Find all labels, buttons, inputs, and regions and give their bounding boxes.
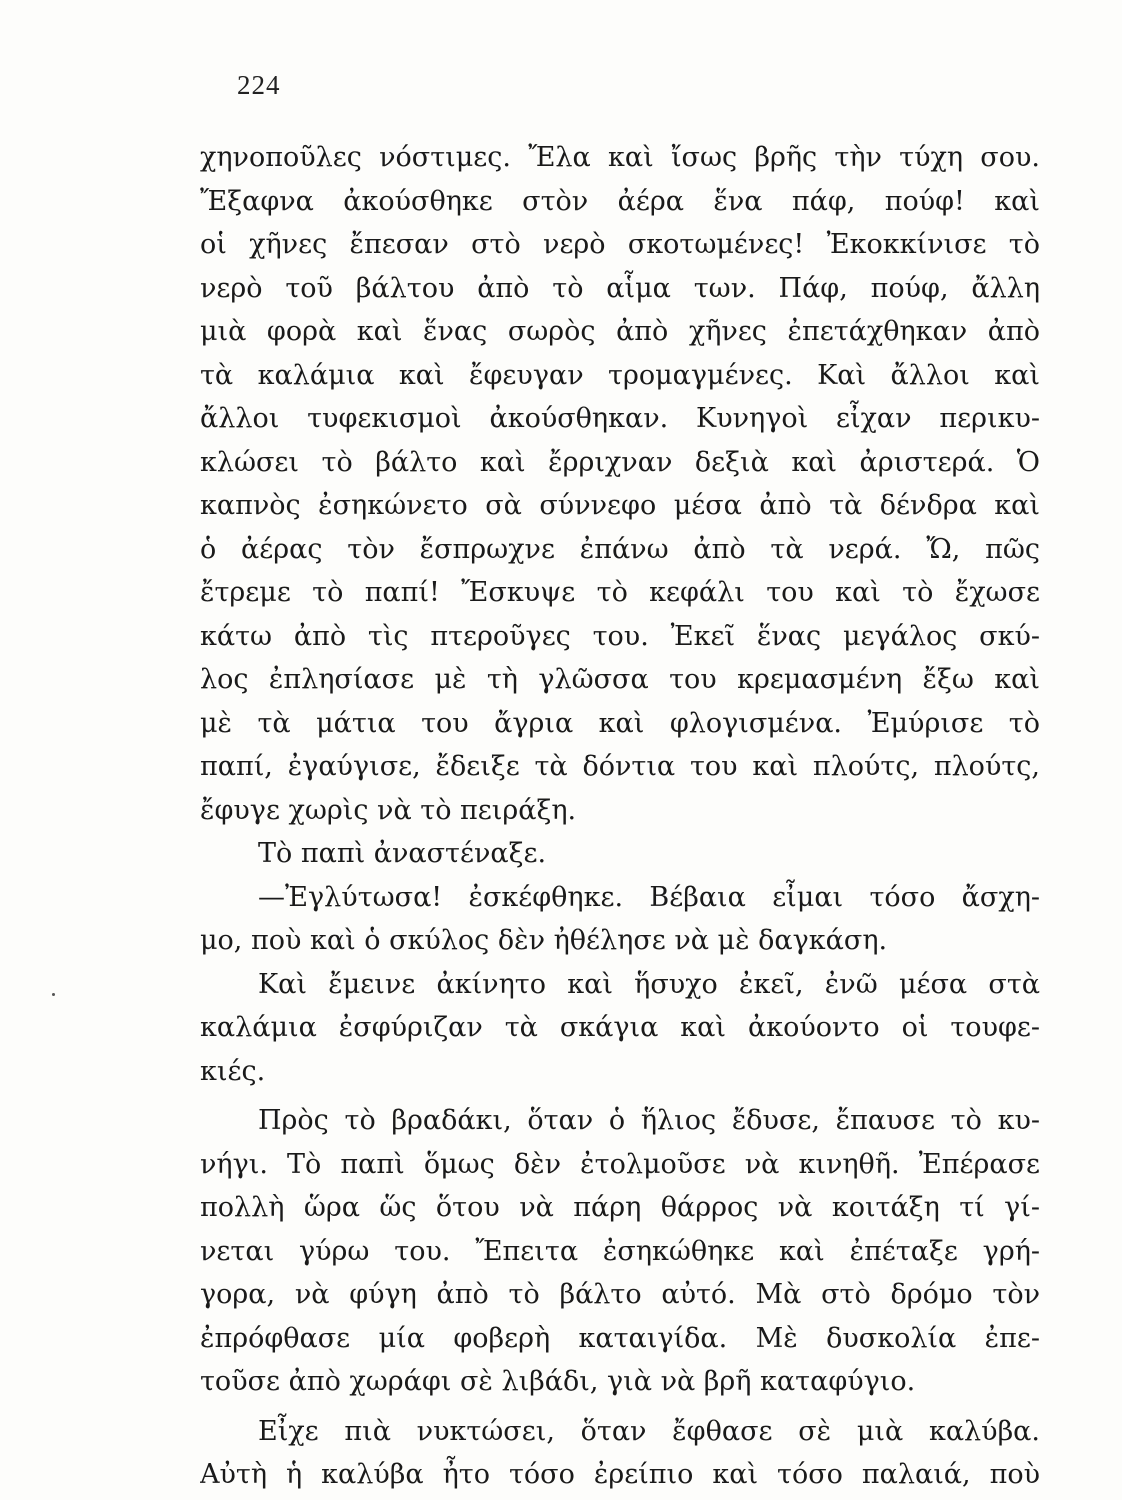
text-line: καπνὸς ἐσηκώνετο σὰ σύννεφο μέσα ἀπὸ τὰ δένδρα καὶ <box>200 490 1040 521</box>
text-line: κλώσει τὸ βάλτο καὶ ἔρριχναν δεξιὰ καὶ ἀριστερά. Ὁ <box>200 446 1040 478</box>
text-line: ὁ ἀέρας τὸν ἔσπρωχνε ἐπάνω ἀπὸ τὰ νερά. Ὤ, πῶς <box>200 533 1040 565</box>
text-line: Καὶ ἔμεινε ἀκίνητο καὶ ἥσυχο ἐκεῖ, ἐνῶ μέσα στὰ <box>258 968 1040 1000</box>
text-line: κιές. <box>200 1055 266 1087</box>
body-text <box>200 136 1040 1497</box>
text-line: πολλὴ ὥρα ὥς ὅτου νὰ πάρη θάρρος νὰ κοιτάξη τί γί- <box>200 1192 1040 1223</box>
text-line: νεται γύρω του. Ἔπειτα ἐσηκώθηκε καὶ ἐπέταξε γρή- <box>200 1235 1040 1267</box>
text-line: λος ἐπλησίασε μὲ τὴ γλῶσσα του κρεμασμένη ἔξω καὶ <box>200 664 1040 695</box>
text-line: Ἔξαφνα ἀκούσθηκε στὸν ἀέρα ἕνα πάφ, πούφ! καὶ <box>200 185 1040 217</box>
text-line: Αὐτὴ ἡ καλύβα ἦτο τόσο ἐρείπιο καὶ τόσο παλαιά, ποὺ <box>200 1459 1040 1490</box>
text-line: —Ἐγλύτωσα! ἐσκέφθηκε. Βέβαια εἶμαι τόσο ἄσχη- <box>258 881 1040 913</box>
text-line: τὰ καλάμια καὶ ἔφευγαν τρομαγμένες. Καὶ ἄλλοι καὶ <box>200 359 1040 391</box>
text-line: μὲ τὰ μάτια του ἄγρια καὶ φλογισμένα. Ἐμύρισε τὸ <box>200 707 1040 739</box>
text-line: καλάμια ἐσφύριζαν τὰ σκάγια καὶ ἀκούοντο οἱ τουφε- <box>200 1012 1040 1043</box>
text-line: ἐπρόφθασε μία φοβερὴ καταιγίδα. Μὲ δυσκολία ἐπε- <box>200 1322 1040 1354</box>
text-line: ἄλλοι τυφεκισμοὶ ἀκούσθηκαν. Κυνηγοὶ εἶχαν περικυ- <box>200 403 1040 434</box>
text-line: οἱ χῆνες ἔπεσαν στὸ νερὸ σκοτωμένες! Ἐκοκκίνισε τὸ <box>200 229 1040 260</box>
text-line: Πρὸς τὸ βραδάκι, ὅταν ὁ ἥλιος ἔδυσε, ἔπαυσε τὸ κυ- <box>258 1105 1040 1136</box>
scan-speck <box>52 993 55 996</box>
text-line: Εἶχε πιὰ νυκτώσει, ὅταν ἔφθασε σὲ μιὰ καλύβα. <box>258 1415 1040 1447</box>
text-line: χηνοποῦλες νόστιμες. Ἔλα καὶ ἴσως βρῆς τὴν τύχη σου. <box>200 142 1040 173</box>
text-line: γορα, νὰ φύγη ἀπὸ τὸ βάλτο αὐτό. Μὰ στὸ δρόμο τὸν <box>200 1279 1040 1310</box>
text-line: παπί, ἐγαύγισε, ἔδειξε τὰ δόντια του καὶ πλούτς, πλούτς, <box>200 751 1040 782</box>
text-line: μιὰ φορὰ καὶ ἕνας σωρὸς ἀπὸ χῆνες ἐπετάχθηκαν ἀπὸ <box>200 316 1040 347</box>
text-line: νήγι. Τὸ παπὶ ὅμως δὲν ἐτολμοῦσε νὰ κινηθῆ. Ἐπέρασε <box>200 1148 1040 1180</box>
text-line: νερὸ τοῦ βάλτου ἀπὸ τὸ αἷμα των. Πάφ, πούφ, ἄλλη <box>200 272 1040 304</box>
text-line: Τὸ παπὶ ἀναστέναξε. <box>258 838 547 869</box>
text-line: ἔτρεμε τὸ παπί! Ἔσκυψε τὸ κεφάλι του καὶ τὸ ἔχωσε <box>200 577 1040 608</box>
text-line: ἔφυγε χωρὶς νὰ τὸ πειράξη. <box>200 794 577 826</box>
text-line: κάτω ἀπὸ τὶς πτεροῦγες του. Ἐκεῖ ἕνας μεγάλος σκύ- <box>200 620 1040 652</box>
page-number: 224 <box>237 70 281 100</box>
text-line: μο, ποὺ καὶ ὁ σκύλος δὲν ἠθέλησε νὰ μὲ δαγκάση. <box>200 925 888 956</box>
text-line: τοῦσε ἀπὸ χωράφι σὲ λιβάδι, γιὰ νὰ βρῆ καταφύγιο. <box>200 1366 916 1397</box>
